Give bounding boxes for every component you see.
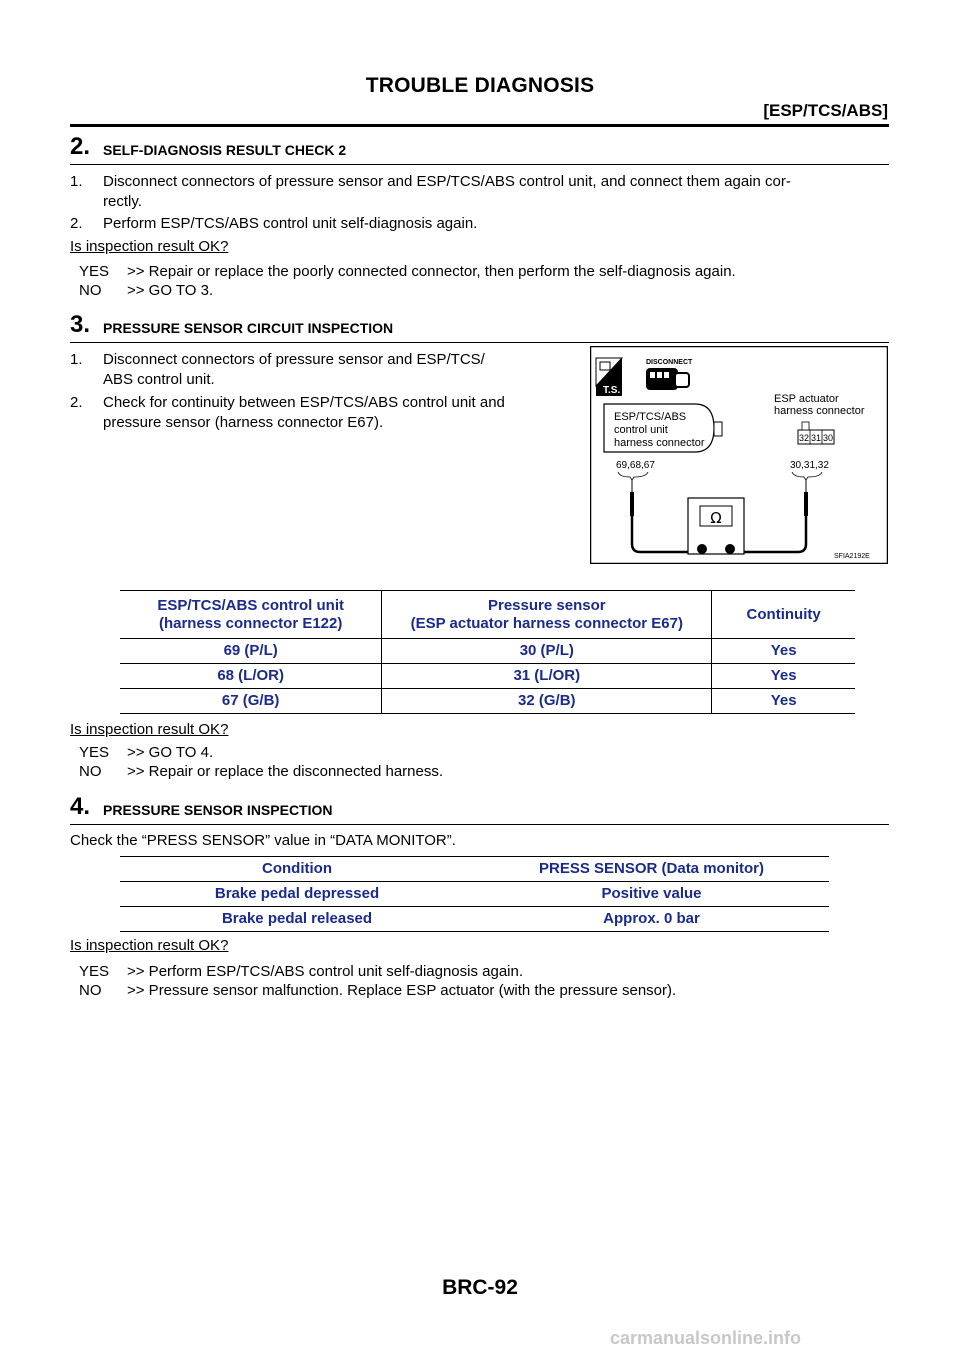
svg-text:30,31,32: 30,31,32: [790, 460, 829, 471]
no-line: NO >> GO TO 3.: [79, 282, 214, 299]
disconnect-icon: [646, 359, 693, 390]
figure-code: SFIA2192E: [834, 553, 870, 560]
diagram-svg: [590, 346, 888, 564]
step-2-heading: [70, 134, 889, 165]
step-4-heading: [70, 794, 889, 825]
step-title: SELF-DIAGNOSIS RESULT CHECK 2: [103, 142, 347, 158]
inspection-question: Is inspection result OK?: [70, 937, 229, 954]
table-cell: 30 (P/L): [382, 639, 712, 664]
table-row: [120, 907, 829, 932]
table-cell: 67 (G/B): [120, 689, 382, 714]
svg-text:Ω: Ω: [710, 509, 722, 527]
table-row: [120, 639, 855, 664]
continuity-table: [120, 590, 855, 714]
col-header: Condition: [120, 857, 474, 882]
table-row: [120, 882, 829, 907]
col-header: PRESS SENSOR (Data monitor): [474, 857, 829, 882]
svg-text:31: 31: [811, 433, 822, 443]
table-cell: Yes: [712, 639, 855, 664]
table-cell: Brake pedal depressed: [120, 882, 474, 907]
table-row: [120, 664, 855, 689]
svg-text:ESP/TCS/ABS: ESP/TCS/ABS: [614, 411, 687, 423]
svg-text:harness connector: harness connector: [614, 437, 705, 449]
yes-line: YES >> Perform ESP/TCS/ABS control unit self-diagnosis again.: [79, 963, 524, 980]
step-3-item-1: 1. Disconnect connectors of pressure sensor and ESP/TCS/ ABS control unit.: [70, 351, 485, 388]
inspection-question: Is inspection result OK?: [70, 238, 229, 255]
no-line: NO >> Pressure sensor malfunction. Replace ESP actuator (with the pressure sensor).: [79, 982, 677, 999]
watermark: carmanualsonline.info: [610, 1328, 802, 1348]
page-title: TROUBLE DIAGNOSIS: [365, 74, 595, 97]
step-title: PRESSURE SENSOR CIRCUIT INSPECTION: [103, 320, 394, 336]
svg-text:69,68,67: 69,68,67: [616, 460, 655, 471]
data-monitor-table: [120, 856, 829, 932]
ohmmeter-icon: [688, 498, 744, 554]
header-rule: [70, 124, 889, 127]
table-cell: 69 (P/L): [120, 639, 382, 664]
table-cell: 31 (L/OR): [382, 664, 712, 689]
svg-text:32: 32: [799, 433, 810, 443]
step-3-heading: [70, 312, 889, 343]
table-row: [120, 689, 855, 714]
table-cell: Yes: [712, 664, 855, 689]
page-code: BRC-92: [442, 1276, 518, 1299]
svg-text:harness connector: harness connector: [774, 405, 865, 417]
table-header-row: [120, 857, 829, 882]
svg-text:T.S.: T.S.: [603, 385, 621, 396]
col-header: Continuity: [712, 591, 855, 639]
table-header-row: [120, 591, 855, 639]
yes-line: YES >> GO TO 4.: [79, 744, 214, 761]
table-cell: 68 (L/OR): [120, 664, 382, 689]
inspection-question: Is inspection result OK?: [70, 721, 229, 738]
table-cell: Approx. 0 bar: [474, 907, 829, 932]
svg-text:control unit: control unit: [614, 424, 668, 436]
svg-text:30: 30: [823, 433, 834, 443]
table-cell: Positive value: [474, 882, 829, 907]
ts-icon: [596, 358, 622, 396]
step-number: 3.: [70, 311, 91, 338]
section-tag: [ESP/TCS/ABS]: [763, 101, 888, 120]
svg-text:DISCONNECT: DISCONNECT: [646, 359, 693, 366]
svg-text:ESP actuator: ESP actuator: [774, 393, 839, 405]
continuity-diagram: [590, 346, 888, 564]
col-header: ESP/TCS/ABS control unit (harness connector E122): [120, 591, 382, 639]
step-4-intro: Check the “PRESS SENSOR” value in “DATA MONITOR”.: [70, 832, 456, 849]
table-cell: 32 (G/B): [382, 689, 712, 714]
step-number: 2.: [70, 133, 91, 160]
step-number: 4.: [70, 793, 91, 820]
step-title: PRESSURE SENSOR INSPECTION: [103, 802, 333, 818]
step-2-item-1: 1. Disconnect connectors of pressure sensor and ESP/TCS/ABS control unit, and connect them again cor- rectly.: [70, 173, 791, 210]
no-line: NO >> Repair or replace the disconnected harness.: [79, 763, 444, 780]
yes-line: YES >> Repair or replace the poorly connected connector, then perform the self-diagnosis again.: [79, 263, 736, 280]
step-3-item-2: 2. Check for continuity between ESP/TCS/ABS control unit and pressure sensor (harness connector E67).: [70, 394, 505, 431]
table-cell: Brake pedal released: [120, 907, 474, 932]
col-header: Pressure sensor (ESP actuator harness connector E67): [382, 591, 712, 639]
table-cell: Yes: [712, 689, 855, 714]
step-2-item-2: 2. Perform ESP/TCS/ABS control unit self-diagnosis again.: [70, 215, 478, 232]
